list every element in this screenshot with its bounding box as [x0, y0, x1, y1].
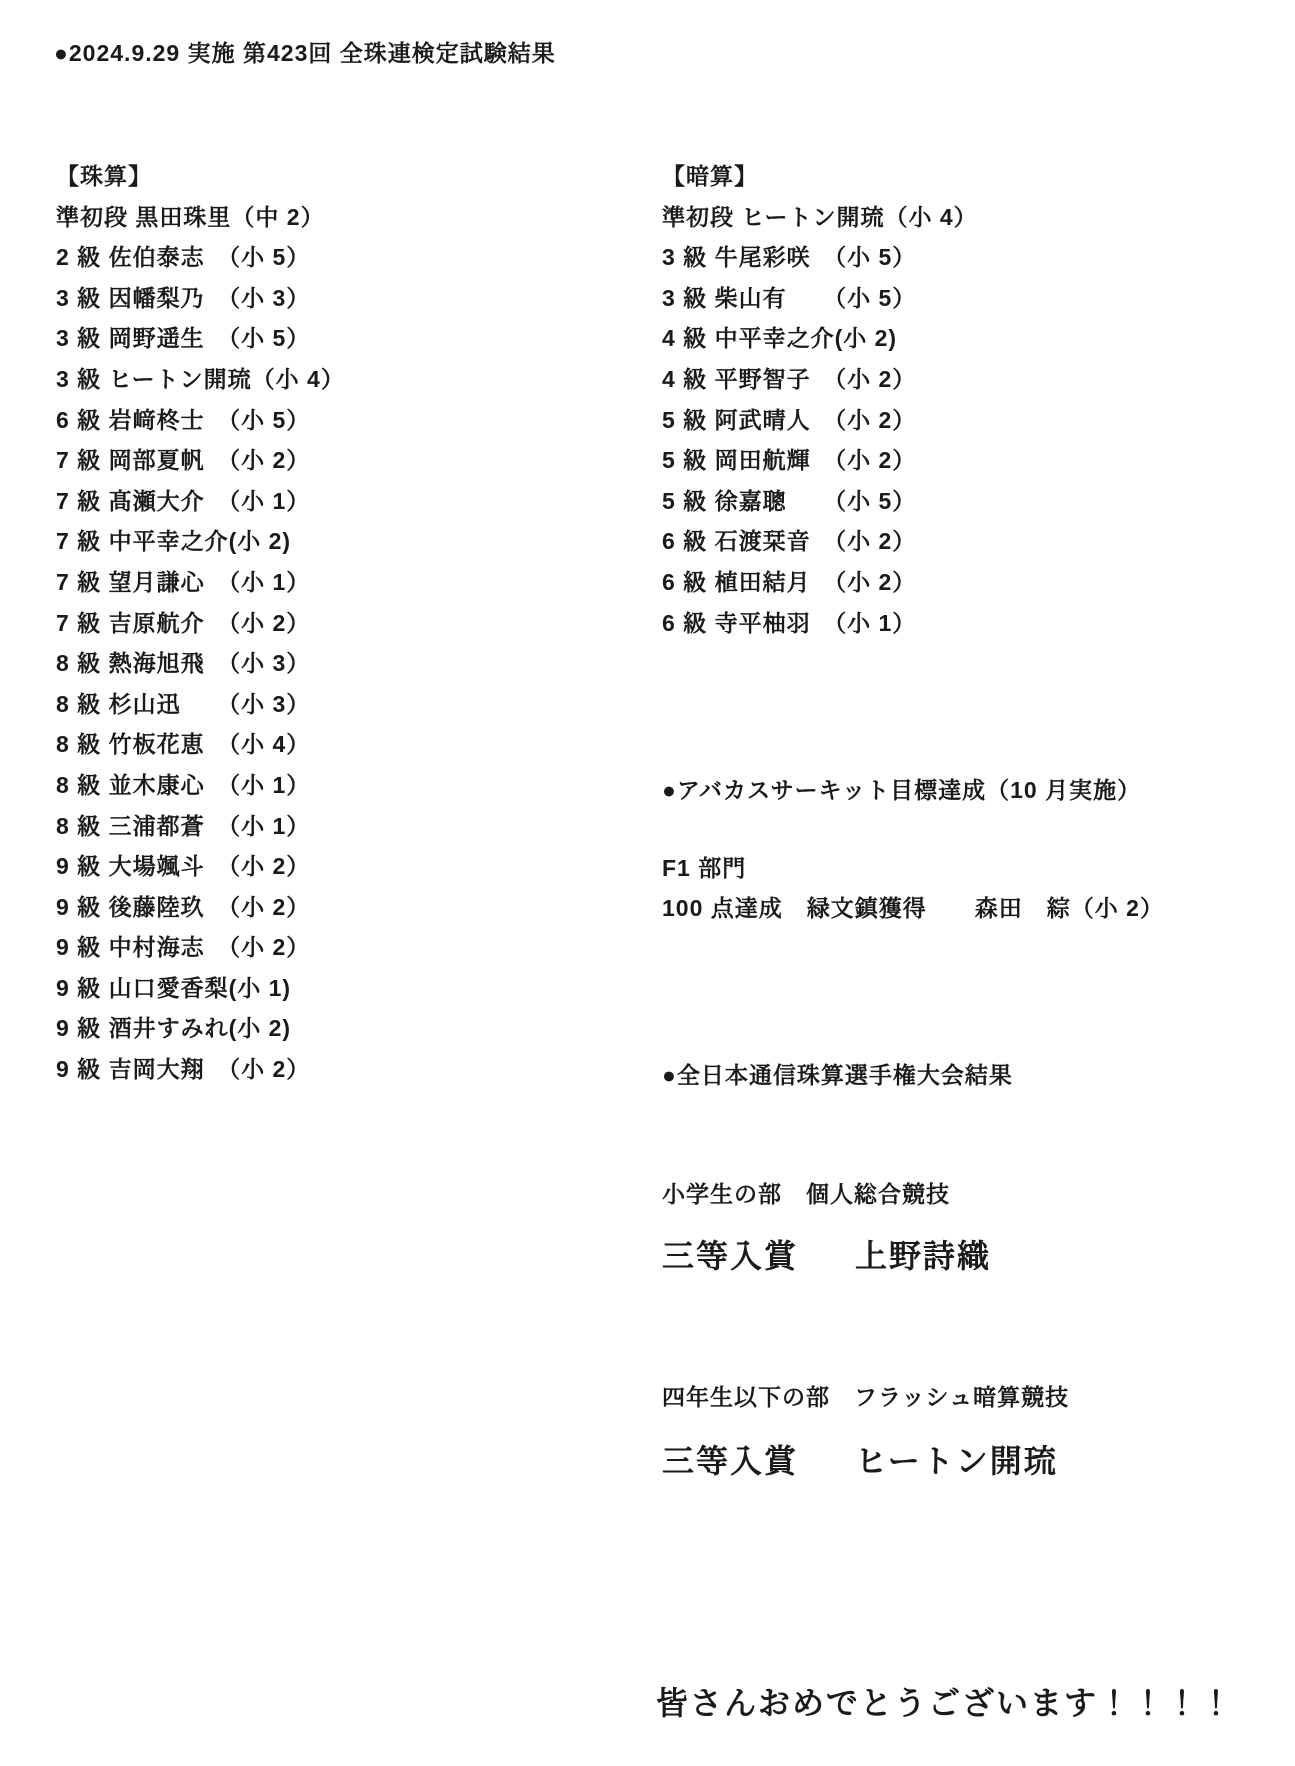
result-row: 4 級 中平幸之介(小 2): [662, 325, 898, 352]
result-row: 8 級 竹板花恵 （小 4）: [56, 731, 311, 758]
result-row: 準初段 黒田珠里（中 2）: [56, 203, 325, 230]
achievement-row: 100 点達成 緑文鎮獲得 森田 綜（小 2）: [662, 895, 1164, 921]
result-row: 8 級 杉山迅 （小 3）: [56, 690, 311, 717]
result-row: 9 級 中村海志 （小 2）: [56, 934, 311, 961]
anzan-heading: 【暗算】: [662, 163, 758, 189]
result-row: 9 級 吉岡大翔 （小 2）: [56, 1056, 311, 1083]
result-row: 3 級 岡野遥生 （小 5）: [56, 325, 311, 352]
result-row: 6 級 岩﨑柊士 （小 5）: [56, 406, 311, 433]
award-winner: ヒートン開琉: [855, 1443, 1058, 1479]
result-row: 9 級 酒井すみれ(小 2): [56, 1015, 292, 1042]
result-row: 7 級 岡部夏帆 （小 2）: [56, 447, 311, 474]
award-rank: 三等入賞: [662, 1443, 799, 1479]
result-row: 8 級 並木康心 （小 1）: [56, 771, 311, 798]
result-row: 6 級 植田結月 （小 2）: [662, 568, 917, 595]
result-row: 3 級 ヒートン開琉（小 4）: [56, 365, 345, 392]
event-category: 四年生以下の部 フラッシュ暗算競技: [662, 1384, 1070, 1410]
award-row: [662, 1439, 1058, 1483]
award-row: [662, 1234, 991, 1278]
result-row: 9 級 後藤陸玖 （小 2）: [56, 893, 311, 920]
result-row: 6 級 石渡栞音 （小 2）: [662, 528, 917, 555]
shuzan-section: [56, 156, 576, 1090]
award-winner: 上野詩織: [855, 1238, 992, 1274]
result-row: 5 級 岡田航輝 （小 2）: [662, 447, 917, 474]
result-row: 9 級 大場颯斗 （小 2）: [56, 853, 311, 880]
result-row: 準初段 ヒートン開琉（小 4）: [662, 203, 978, 230]
anzan-section: [662, 156, 1222, 643]
result-row: 8 級 三浦都蒼 （小 1）: [56, 812, 311, 839]
result-row: 9 級 山口愛香梨(小 1): [56, 974, 292, 1001]
result-row: 7 級 吉原航介 （小 2）: [56, 609, 311, 636]
result-row: 3 級 因幡梨乃 （小 3）: [56, 284, 311, 311]
shuzan-heading: 【珠算】: [56, 163, 152, 189]
result-row: 5 級 徐嘉聰 （小 5）: [662, 487, 917, 514]
award-rank: 三等入賞: [662, 1238, 799, 1274]
f1-division-label: F1 部門: [662, 855, 747, 881]
event-category: 小学生の部 個人総合競技: [662, 1181, 950, 1207]
result-row: 5 級 阿武晴人 （小 2）: [662, 406, 917, 433]
result-row: 8 級 熱海旭飛 （小 3）: [56, 650, 311, 677]
result-row: 7 級 望月謙心 （小 1）: [56, 568, 311, 595]
result-row: 3 級 柴山有 （小 5）: [662, 284, 917, 311]
tournament-heading: ●全日本通信珠算選手権大会結果: [662, 1062, 1013, 1088]
result-row: 7 級 中平幸之介(小 2): [56, 528, 292, 555]
result-row: 6 級 寺平柚羽 （小 1）: [662, 609, 917, 636]
result-row: 4 級 平野智子 （小 2）: [662, 365, 917, 392]
result-row: 3 級 牛尾彩咲 （小 5）: [662, 244, 917, 271]
result-row: 2 級 佐伯泰志 （小 5）: [56, 244, 311, 271]
abacus-circuit-heading: ●アバカスサーキット目標達成（10 月実施）: [662, 777, 1142, 803]
page-title: ●2024.9.29 実施 第423回 全珠連検定試験結果: [54, 40, 556, 66]
result-row: 7 級 髙瀬大介 （小 1）: [56, 487, 311, 514]
closing-message: 皆さんおめでとうございます！！！！: [656, 1685, 1235, 1721]
